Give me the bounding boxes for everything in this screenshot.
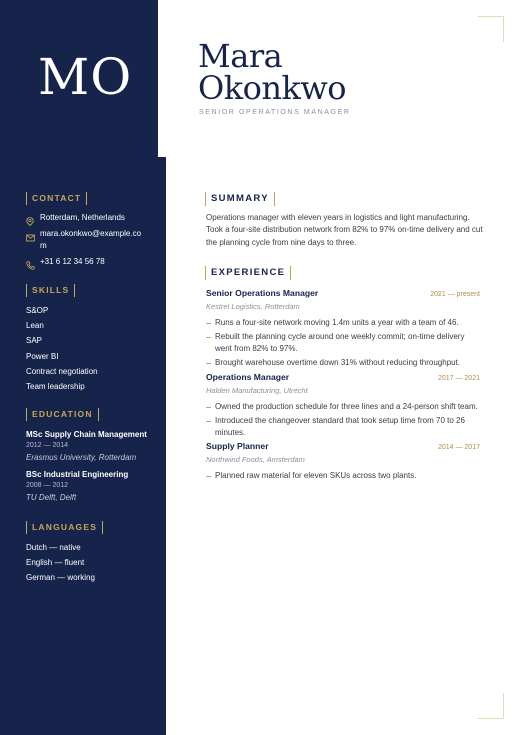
job-title: Senior Operations Manager <box>206 288 319 298</box>
education-degree: MSc Supply Chain Management <box>26 430 147 439</box>
job-bullets <box>206 470 480 482</box>
contact-email[interactable] <box>26 228 144 252</box>
contact-phone-text[interactable]: +31 6 12 34 56 78 <box>40 257 105 266</box>
education-school: Erasmus University, Rotterdam <box>26 453 137 462</box>
dash-marker <box>206 407 211 408</box>
job-bullet-text: Introduced the changeover standard that took setup time from 70 to 26 minutes. <box>215 415 465 438</box>
job-entry <box>206 287 480 371</box>
education-item <box>26 469 161 504</box>
job-company: Northwind Foods, Amsterdam <box>206 455 305 464</box>
contact-location-text: Rotterdam, Netherlands <box>40 213 125 222</box>
skill-item: Team leadership <box>26 381 85 391</box>
job-header <box>206 371 480 385</box>
job-bullets <box>206 401 480 440</box>
job-bullet <box>206 357 480 369</box>
job-bullet-text: Brought warehouse overtime down 31% without reducing throughput. <box>215 358 461 367</box>
dash-marker <box>206 363 211 364</box>
skill-item: Contract negotiation <box>26 366 98 376</box>
job-bullet-text: Planned raw material for eleven SKUs across two plants. <box>215 471 417 480</box>
job-bullet <box>206 401 480 413</box>
contact-heading: CONTACT <box>26 192 87 205</box>
phone-icon <box>26 256 40 275</box>
education-years: 2012 — 2014 <box>26 442 69 449</box>
job-title: Operations Manager <box>206 372 290 382</box>
language-item: German — working <box>26 573 95 583</box>
job-bullet <box>206 317 480 329</box>
job-company: Halden Manufacturing, Utrecht <box>206 386 308 395</box>
job-role: SENIOR OPERATIONS MANAGER <box>199 109 351 116</box>
summary-heading: SUMMARY <box>205 192 275 206</box>
job-bullet <box>206 470 480 482</box>
job-dates: 2014 — 2017 <box>437 444 480 451</box>
language-item: English — fluent <box>26 558 85 568</box>
experience-heading: EXPERIENCE <box>205 266 291 280</box>
job-company: Kestrel Logistics, Rotterdam <box>206 302 300 311</box>
dash-marker <box>206 323 211 324</box>
dash-marker <box>206 337 211 338</box>
education-heading: EDUCATION <box>26 408 99 421</box>
skill-item: Lean <box>26 321 44 331</box>
job-header <box>206 440 480 454</box>
education-degree: BSc Industrial Engineering <box>26 470 129 479</box>
skill-item: S&OP <box>26 306 49 315</box>
corner-ornament-bottom-right <box>478 693 504 719</box>
job-dates: 2021 — present <box>430 291 480 298</box>
skills-list <box>26 305 156 396</box>
skill-item: Power BI <box>26 351 59 361</box>
language-item: Dutch — native <box>26 543 81 552</box>
first-name: Mara <box>198 37 283 75</box>
job-bullet-text: Runs a four-site network moving 1.4m units a year with a team of 46. <box>215 318 459 327</box>
job-bullet-text: Rebuilt the planning cycle around one weekly commit; on-time delivery went from 82% to 97%. <box>215 331 465 354</box>
dash-marker <box>206 421 211 422</box>
last-name: Okonkwo <box>198 69 347 107</box>
job-bullet <box>206 331 480 356</box>
job-bullets <box>206 317 480 369</box>
summary-text: Operations manager with eleven years in logistics and light manufacturing. Took a four-site distribution network from 82% to 97% on-time delivery and cut the planning cycle from nine days to three. <box>206 213 483 247</box>
job-dates: 2017 — 2021 <box>437 375 480 382</box>
languages-list <box>26 542 156 588</box>
monogram: MO <box>38 48 133 106</box>
contact-email-text[interactable]: mara.okonkwo@example.com <box>40 229 142 250</box>
envelope-icon <box>26 228 40 247</box>
education-years: 2008 — 2012 <box>26 482 69 489</box>
skills-heading: SKILLS <box>26 284 75 297</box>
contact-phone[interactable] <box>26 256 144 275</box>
job-entry <box>206 440 480 484</box>
education-school: TU Delft, Delft <box>26 493 77 502</box>
corner-ornament-top-right <box>478 16 504 42</box>
languages-heading: LANGUAGES <box>26 521 103 534</box>
dash-marker <box>206 476 211 477</box>
skill-item: SAP <box>26 336 43 346</box>
job-header <box>206 287 480 301</box>
job-bullet <box>206 415 480 440</box>
job-bullet-text: Owned the production schedule for three lines and a 24-person shift team. <box>215 402 478 411</box>
job-title: Supply Planner <box>206 441 269 451</box>
job-entry <box>206 371 480 441</box>
education-item <box>26 429 161 464</box>
